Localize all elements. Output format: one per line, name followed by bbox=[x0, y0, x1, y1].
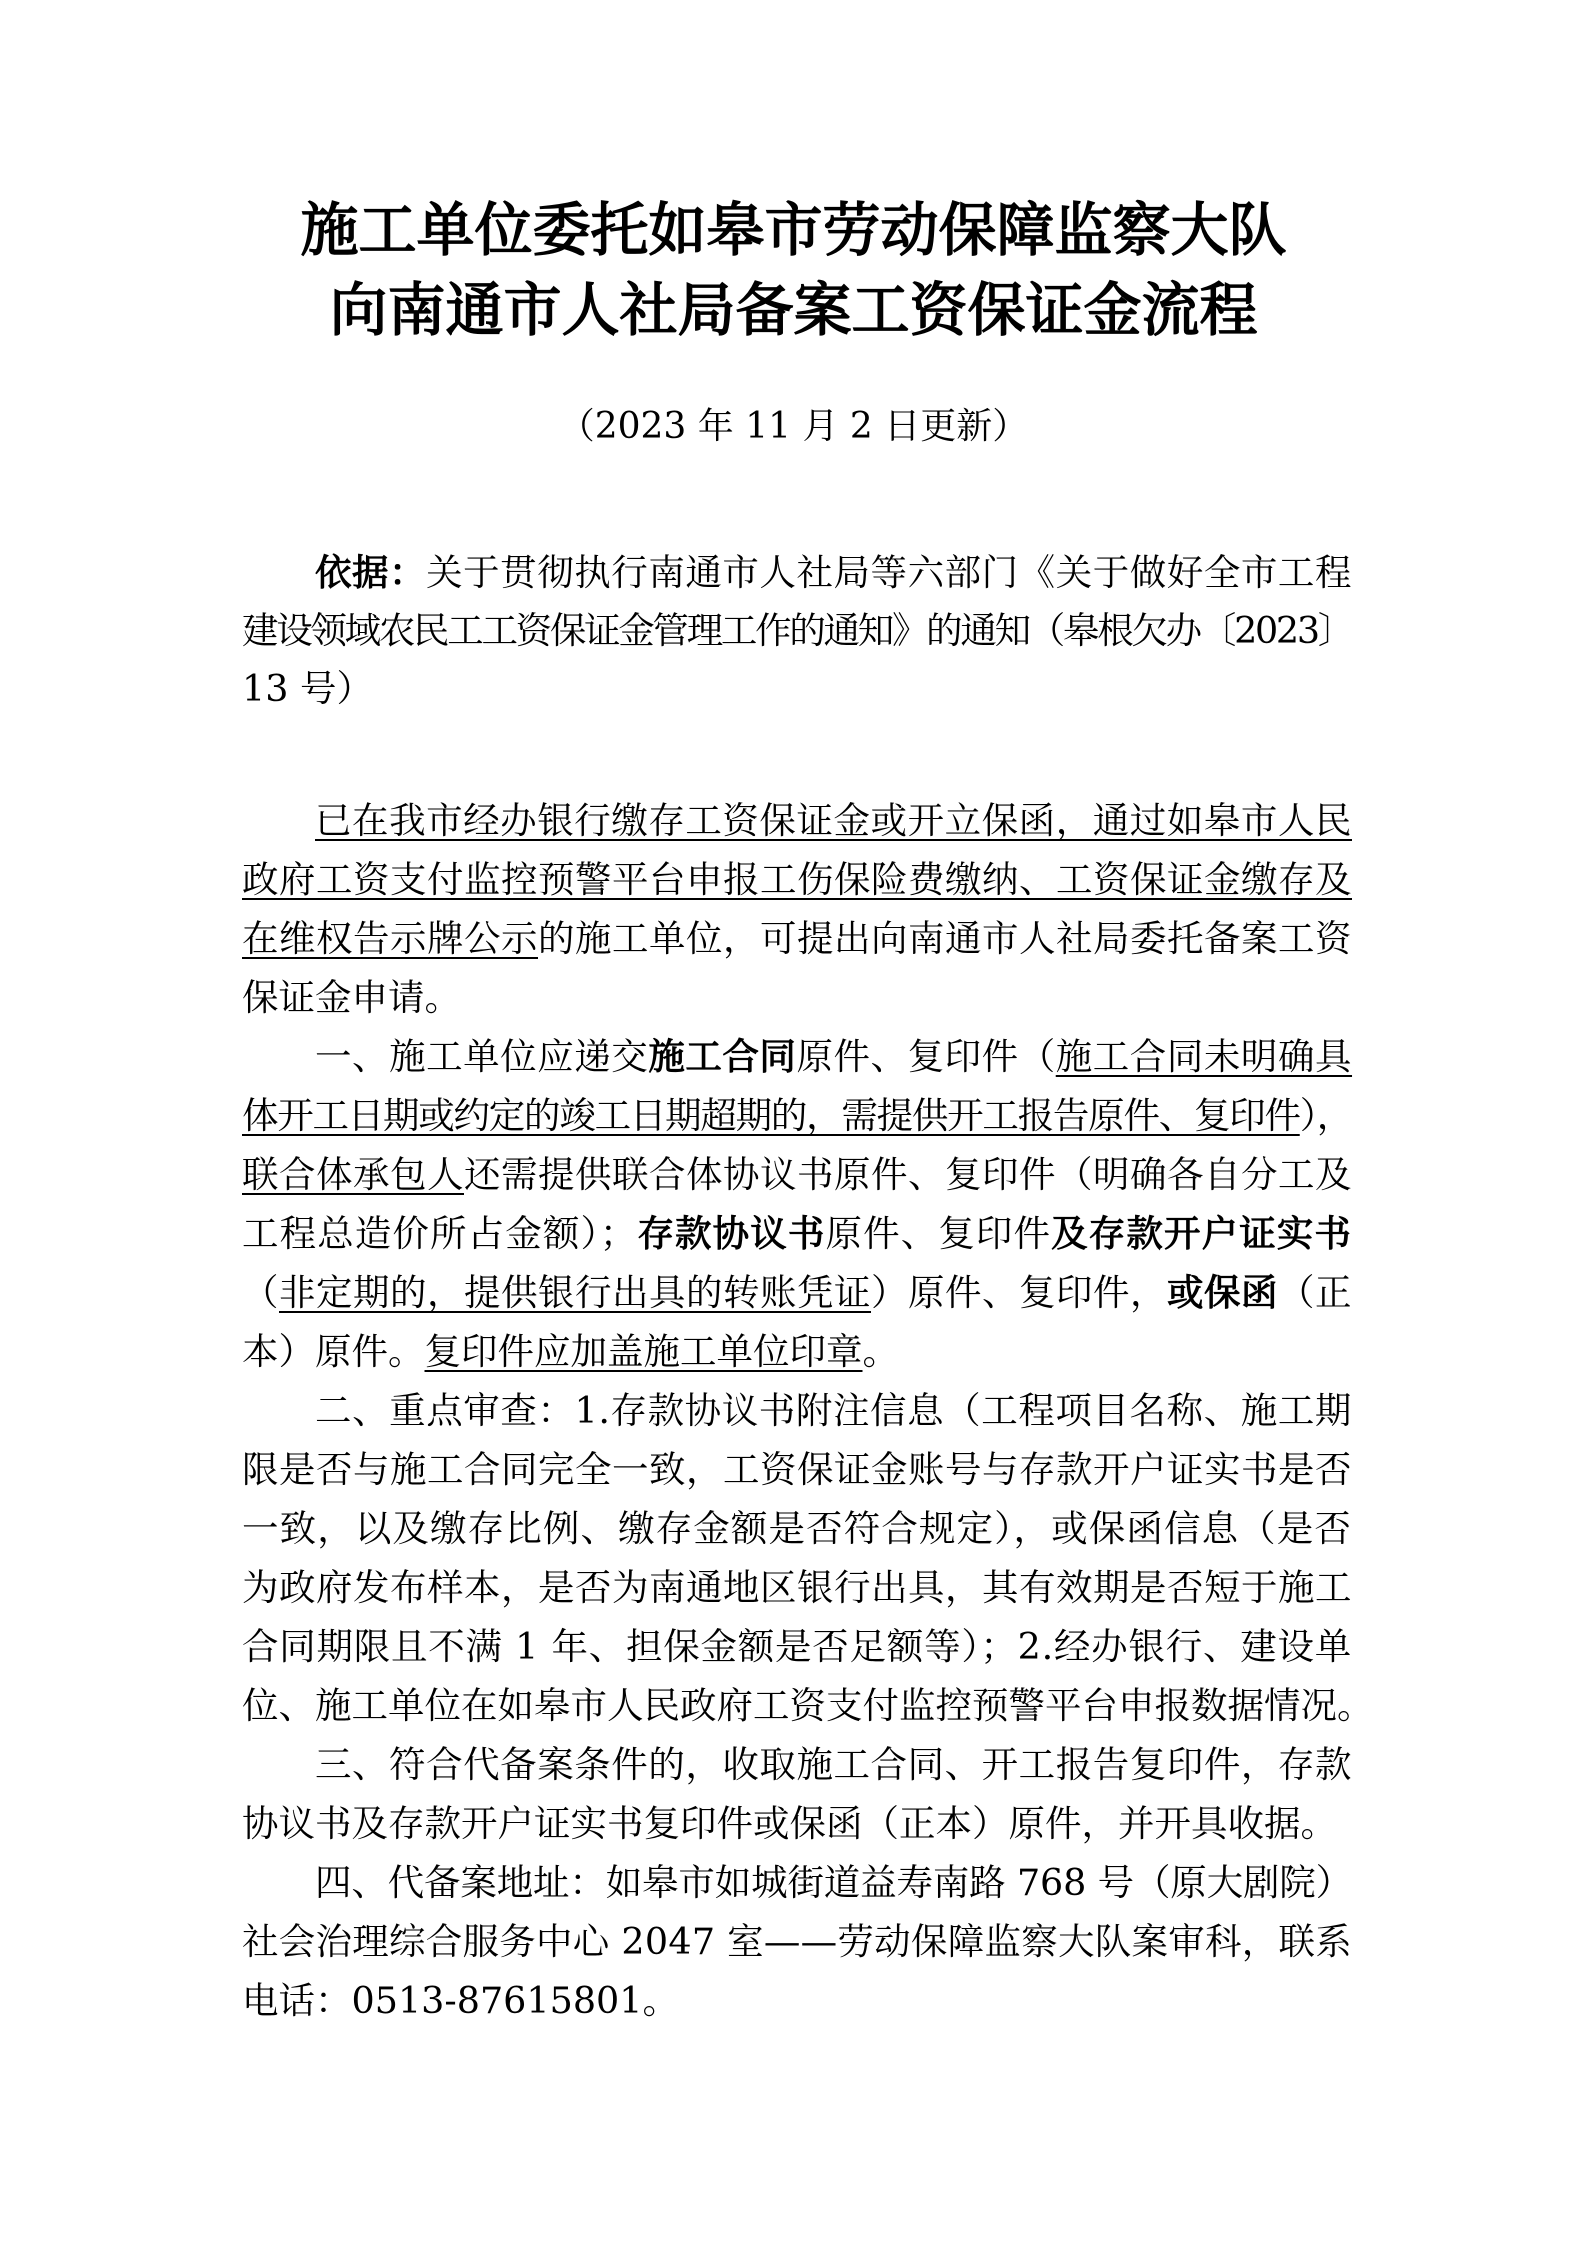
text-segment: 社会治理综合服务中心 2047 室——劳动保障监察大队案审科，联系 bbox=[242, 1920, 1352, 1963]
text-line bbox=[242, 1912, 1352, 1971]
text-line bbox=[242, 1853, 1352, 1912]
title-line-2: 向南通市人社局备案工资保证金流程 bbox=[329, 276, 1258, 344]
text-segment: 位、施工单位在如皋市人民政府工资支付监控预警平台申报数据情况。 bbox=[242, 1684, 1374, 1727]
text-line bbox=[242, 1381, 1352, 1440]
basis-paragraph bbox=[242, 544, 1352, 718]
text-segment: 四、代备案地址：如皋市如城街道益寿南路 768 号（原大剧院） bbox=[315, 1861, 1352, 1904]
underlined-text: 联合体承包人 bbox=[242, 1153, 464, 1196]
text-line bbox=[242, 1971, 1352, 2030]
bold-text: 及存款开户证实书 bbox=[1051, 1212, 1353, 1255]
underlined-text: 施工合同未明确具 bbox=[1055, 1035, 1353, 1078]
bold-text: 存款协议书 bbox=[637, 1212, 826, 1255]
text-segment: 一致，以及缴存比例、缴存金额是否符合规定），或保函信息（是否 bbox=[242, 1507, 1352, 1550]
line-text bbox=[242, 1204, 1352, 1263]
text-segment: 三、符合代备案条件的，收取施工合同、开工报告复印件，存款 bbox=[315, 1743, 1352, 1786]
line-text bbox=[242, 1322, 899, 1381]
text-line bbox=[242, 602, 1352, 660]
underlined-text: 已在我市经办银行缴存工资保证金或开立保函，通过如皋市人民 bbox=[315, 799, 1352, 842]
update-date: （2023 年 11 月 2 日更新） bbox=[558, 406, 1029, 447]
item-3-acceptance-paragraph bbox=[242, 1735, 1352, 1853]
text-line bbox=[242, 909, 1352, 968]
item-1-materials-paragraph bbox=[242, 1027, 1352, 1381]
text-segment: 。 bbox=[862, 1330, 899, 1373]
text-segment: 保证金申请。 bbox=[242, 976, 461, 1019]
text-line bbox=[242, 1440, 1352, 1499]
text-line bbox=[242, 1735, 1352, 1794]
text-line bbox=[242, 1558, 1352, 1617]
line-text bbox=[242, 602, 1352, 660]
item-2-review-paragraph bbox=[242, 1381, 1374, 1735]
bold-text: 依据： bbox=[315, 551, 427, 594]
text-segment: 合同期限且不满 1 年、担保金额是否足额等）；2.经办银行、建设单 bbox=[242, 1625, 1352, 1668]
line-text bbox=[242, 1617, 1352, 1676]
line-text bbox=[242, 1912, 1352, 1971]
underlined-text: 非定期的，提供银行出具的转账凭证 bbox=[279, 1271, 871, 1314]
text-line bbox=[242, 850, 1352, 909]
line-text bbox=[315, 1381, 1352, 1440]
eligibility-paragraph bbox=[242, 791, 1352, 1027]
text-segment: 本）原件。 bbox=[242, 1330, 425, 1373]
text-line bbox=[242, 1145, 1352, 1204]
text-segment: 原件、复印件 bbox=[825, 1212, 1052, 1255]
line-text bbox=[315, 544, 1352, 602]
underlined-text: 政府工资支付监控预警平台申报工伤保险费缴纳、工资保证金缴存及 bbox=[242, 858, 1352, 901]
text-segment: 原件、复印件（ bbox=[796, 1035, 1056, 1078]
line-text bbox=[242, 1558, 1352, 1617]
line-text bbox=[242, 1499, 1352, 1558]
text-segment: 工程总造价所占金额）； bbox=[242, 1212, 638, 1255]
bold-text: 施工合同 bbox=[648, 1035, 797, 1078]
basis-section bbox=[242, 544, 1352, 718]
text-segment: （ bbox=[242, 1271, 279, 1314]
text-segment: 建设领域农民工工资保证金管理工作的通知》的通知（皋根欠办〔2023〕 bbox=[242, 609, 1352, 652]
line-text bbox=[242, 1263, 1352, 1322]
underlined-text: 在维权告示牌公示 bbox=[242, 917, 538, 960]
text-line bbox=[242, 1263, 1352, 1322]
underlined-text: 复印件应加盖施工单位印章 bbox=[424, 1330, 863, 1373]
line-text bbox=[315, 1027, 1352, 1086]
text-line bbox=[242, 1086, 1352, 1145]
text-line bbox=[242, 1676, 1374, 1735]
text-segment: 的施工单位，可提出向南通市人社局委托备案工资 bbox=[538, 917, 1352, 960]
text-line bbox=[242, 1617, 1352, 1676]
line-text bbox=[242, 968, 461, 1027]
text-segment: 一、施工单位应递交 bbox=[315, 1035, 649, 1078]
item-4-address-paragraph bbox=[242, 1853, 1352, 2030]
text-line bbox=[242, 1027, 1352, 1086]
document-title bbox=[0, 190, 1587, 350]
title-line-1: 施工单位委托如皋市劳动保障监察大队 bbox=[300, 196, 1287, 264]
line-text bbox=[242, 909, 1352, 968]
line-text bbox=[315, 1735, 1352, 1794]
line-text bbox=[242, 1676, 1374, 1735]
text-segment: 二、重点审查：1.存款协议书附注信息（工程项目名称、施工期 bbox=[315, 1389, 1352, 1432]
line-text bbox=[315, 791, 1352, 850]
text-segment: ）， bbox=[1299, 1094, 1352, 1137]
text-segment: 限是否与施工合同完全一致，工资保证金账号与存款开户证实书是否 bbox=[242, 1448, 1352, 1491]
text-segment: 关于贯彻执行南通市人社局等六部门《关于做好全市工程 bbox=[426, 551, 1353, 594]
line-text bbox=[242, 1794, 1337, 1853]
underlined-text: 体开工日期或约定的竣工日期超期的，需提供开工报告原件、复印件 bbox=[242, 1094, 1300, 1137]
text-segment: 为政府发布样本，是否为南通地区银行出具，其有效期是否短于施工 bbox=[242, 1566, 1352, 1609]
text-segment: 协议书及存款开户证实书复印件或保函（正本）原件，并开具收据。 bbox=[242, 1802, 1337, 1845]
line-text bbox=[242, 1145, 1352, 1204]
line-text bbox=[242, 1440, 1352, 1499]
text-line bbox=[242, 1794, 1352, 1853]
text-line bbox=[242, 544, 1352, 602]
line-text bbox=[242, 1971, 679, 2030]
text-line bbox=[242, 1322, 1352, 1381]
line-text bbox=[242, 850, 1352, 909]
text-line bbox=[242, 1204, 1352, 1263]
bold-text: 或保函 bbox=[1167, 1271, 1278, 1314]
text-line bbox=[242, 1499, 1352, 1558]
line-text bbox=[242, 660, 373, 718]
text-line bbox=[242, 791, 1352, 850]
line-text bbox=[242, 1086, 1352, 1145]
text-segment: 13 号） bbox=[242, 667, 374, 710]
text-segment: 电话：0513-87615801。 bbox=[242, 1979, 680, 2022]
line-text bbox=[315, 1853, 1352, 1912]
text-segment: （正 bbox=[1278, 1271, 1352, 1314]
text-segment: 还需提供联合体协议书原件、复印件（明确各自分工及 bbox=[464, 1153, 1352, 1196]
procedure-section bbox=[242, 791, 1374, 2030]
text-line bbox=[242, 660, 1352, 718]
text-segment: ）原件、复印件， bbox=[871, 1271, 1167, 1314]
text-line bbox=[242, 968, 1352, 1027]
